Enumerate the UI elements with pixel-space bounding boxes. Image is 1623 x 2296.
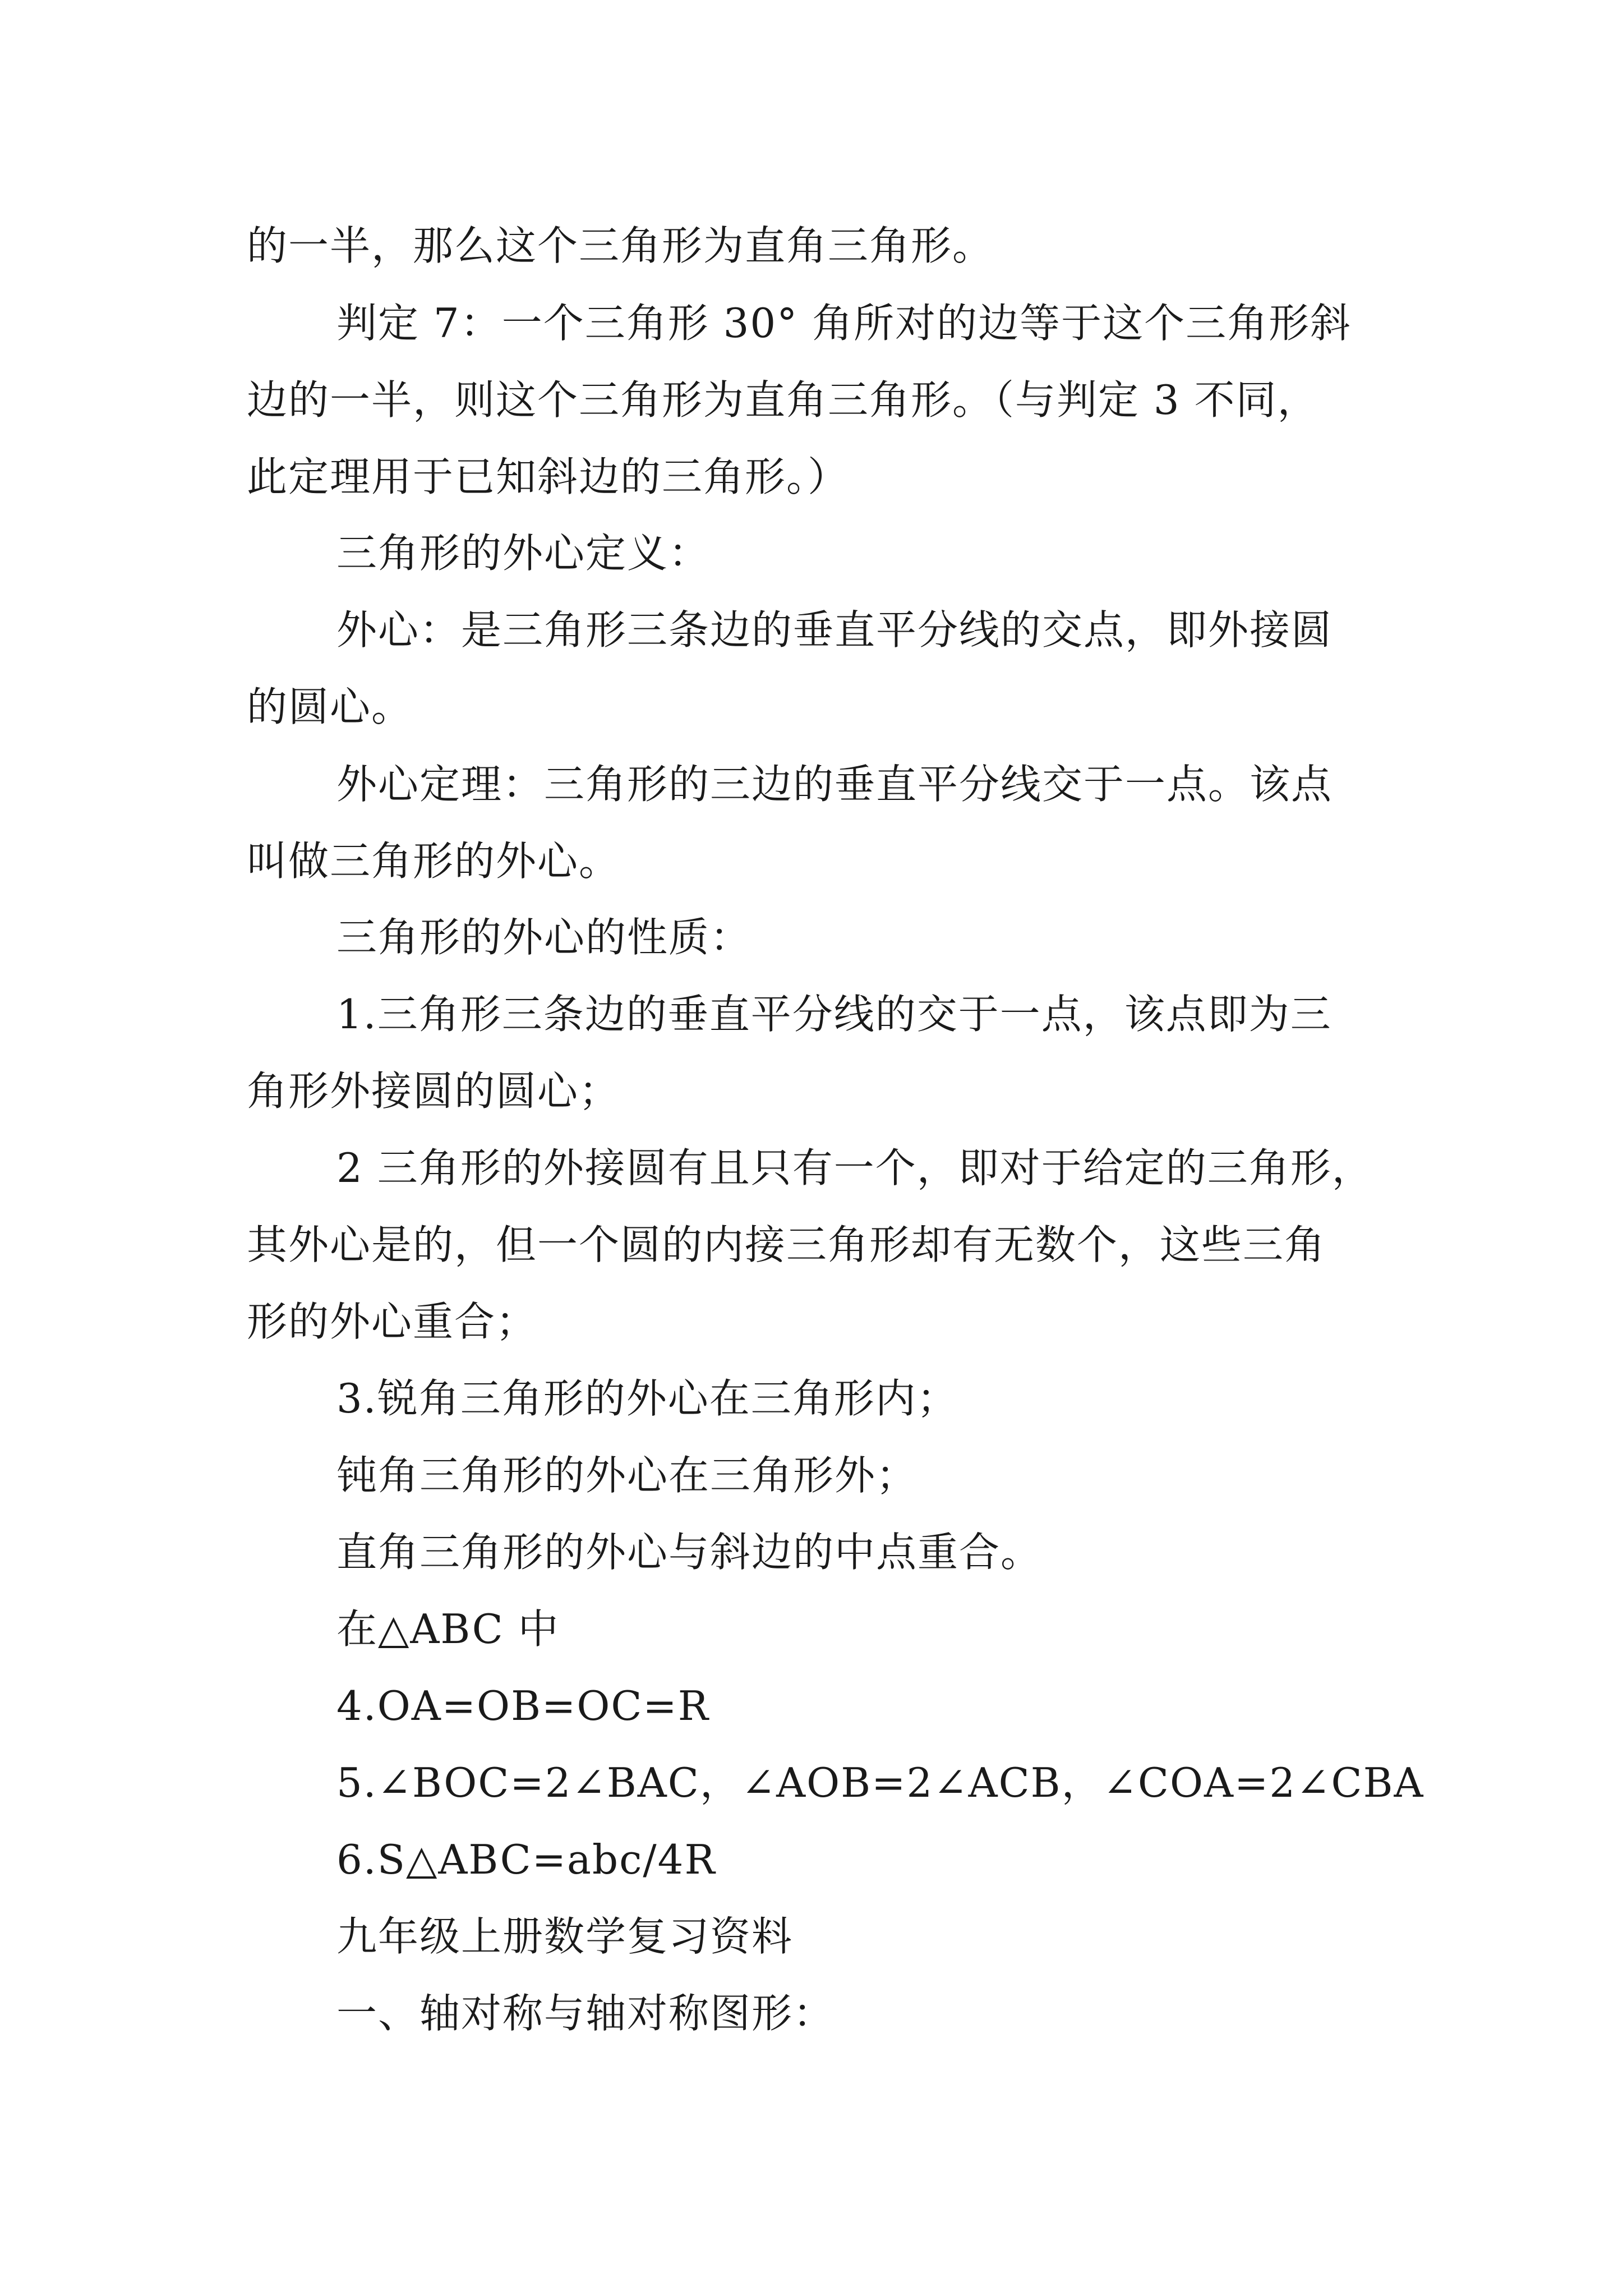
paragraph-line: 在△ABC 中 [336,1605,560,1653]
list-item-continuation: 形的外心重合； [247,1298,538,1345]
formula-line: 6.S△ABC=abc/4R [336,1836,716,1883]
paragraph-line: 的圆心。 [247,683,413,730]
list-item-continuation: 其外心是的，但一个圆的内接三角形却有无数个，这些三角 [247,1221,1326,1268]
list-item: 直角三角形的外心与斜边的中点重合。 [336,1529,1043,1576]
list-item: 3.锐角三角形的外心在三角形内； [336,1375,958,1422]
list-item: 钝角三角形的外心在三角形外； [336,1452,918,1499]
section-heading: 三角形的外心定义： [336,530,711,577]
list-item: 2 三角形的外接圆有且只有一个，即对于给定的三角形， [336,1144,1373,1191]
section-heading: 九年级上册数学复习资料 [336,1913,794,1960]
paragraph-line: 此定理用于已知斜边的三角形。） [247,453,850,500]
list-item: 1.三角形三条边的垂直平分线的交于一点，该点即为三 [336,991,1332,1038]
paragraph-line: 外心：是三角形三条边的垂直平分线的交点，即外接圆 [336,606,1333,654]
paragraph-line: 叫做三角形的外心。 [247,838,621,885]
list-item-continuation: 角形外接圆的圆心； [247,1068,621,1115]
paragraph-line: 判定 7：一个三角形 30° 角所对的边等于这个三角形斜 [336,300,1352,347]
section-heading: 一、轴对称与轴对称图形： [336,1990,835,2037]
paragraph-line: 外心定理：三角形的三边的垂直平分线交于一点。该点 [336,761,1333,808]
formula-line: 5.∠BOC=2∠BAC，∠AOB=2∠ACB，∠COA=2∠CBA [336,1759,1424,1806]
formula-line: 4.OA=OB=OC=R [336,1682,709,1729]
paragraph-line: 边的一半，则这个三角形为直角三角形。（与判定 3 不同， [247,376,1319,424]
section-heading: 三角形的外心的性质： [336,914,752,961]
paragraph-line: 的一半，那么这个三角形为直角三角形。 [247,222,994,269]
